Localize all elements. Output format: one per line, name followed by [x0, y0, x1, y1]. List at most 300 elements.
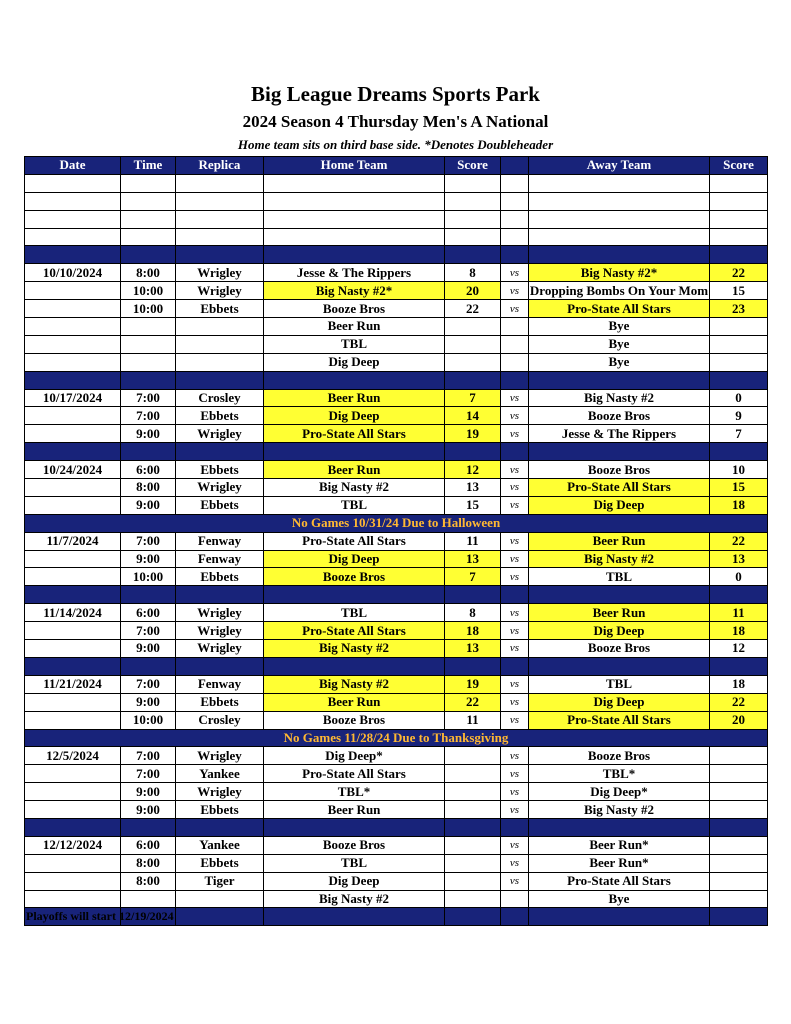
week-separator-row	[25, 657, 768, 675]
home-score-cell	[445, 318, 501, 336]
game-row	[25, 353, 768, 371]
empty-cell	[445, 228, 501, 246]
empty-cell	[529, 228, 710, 246]
home-score-cell: 11	[445, 532, 501, 550]
vs-cell: vs	[501, 693, 529, 711]
away-score-cell: 18	[710, 496, 768, 514]
away-team-cell: Jesse & The Rippers	[529, 425, 710, 443]
empty-cell	[264, 192, 445, 210]
separator-cell	[176, 246, 264, 264]
empty-cell	[176, 192, 264, 210]
home-score-cell	[445, 872, 501, 890]
empty-cell	[121, 210, 176, 228]
away-team-cell: Beer Run	[529, 532, 710, 550]
separator-cell	[445, 246, 501, 264]
home-score-cell: 13	[445, 550, 501, 568]
page-title: Big League Dreams Sports Park	[251, 82, 540, 106]
time-cell: 6:00	[121, 461, 176, 479]
date-cell	[25, 335, 121, 353]
away-team-cell: Dig Deep	[529, 693, 710, 711]
week-separator-row	[25, 371, 768, 389]
separator-cell	[710, 818, 768, 836]
away-team-cell: Booze Bros	[529, 407, 710, 425]
date-cell: 11/14/2024	[25, 604, 121, 622]
date-cell: 12/5/2024	[25, 747, 121, 765]
home-team-cell: Big Nasty #2	[264, 640, 445, 658]
empty-cell	[25, 192, 121, 210]
empty-cell	[529, 174, 710, 192]
home-score-cell: 13	[445, 640, 501, 658]
game-row	[25, 801, 768, 819]
home-score-cell: 13	[445, 479, 501, 497]
away-score-cell	[710, 353, 768, 371]
separator-cell	[176, 818, 264, 836]
home-score-cell	[445, 801, 501, 819]
separator-cell	[710, 246, 768, 264]
game-row	[25, 604, 768, 622]
replica-cell: Ebbets	[176, 461, 264, 479]
empty-cell	[121, 174, 176, 192]
separator-cell	[501, 246, 529, 264]
separator-cell	[710, 443, 768, 461]
home-team-cell: Beer Run	[264, 461, 445, 479]
vs-cell	[501, 318, 529, 336]
schedule-table	[24, 156, 768, 926]
away-score-cell	[710, 335, 768, 353]
separator-cell	[264, 657, 445, 675]
time-cell: 9:00	[121, 550, 176, 568]
vs-cell: vs	[501, 300, 529, 318]
home-score-cell	[445, 765, 501, 783]
vs-cell: vs	[501, 568, 529, 586]
home-team-cell: Beer Run	[264, 389, 445, 407]
separator-cell	[529, 443, 710, 461]
away-team-cell: Pro-State All Stars	[529, 479, 710, 497]
time-cell	[121, 890, 176, 908]
date-cell: 11/7/2024	[25, 532, 121, 550]
home-team-cell: Dig Deep*	[264, 747, 445, 765]
game-row	[25, 622, 768, 640]
replica-cell: Wrigley	[176, 425, 264, 443]
no-games-banner: No Games 11/28/24 Due to Thanksgiving	[25, 729, 768, 747]
replica-cell: Crosley	[176, 711, 264, 729]
date-cell	[25, 890, 121, 908]
separator-cell	[25, 586, 121, 604]
time-cell: 7:00	[121, 747, 176, 765]
col-header-away-score: Score	[710, 157, 768, 175]
away-team-cell: Dropping Bombs On Your Mom	[529, 282, 709, 298]
vs-cell: vs	[501, 783, 529, 801]
home-team-cell: Booze Bros	[264, 568, 445, 586]
game-row	[25, 854, 768, 872]
replica-cell: Wrigley	[176, 604, 264, 622]
home-team-cell: TBL	[264, 496, 445, 514]
empty-cell	[25, 174, 121, 192]
empty-cell	[25, 210, 121, 228]
game-row	[25, 496, 768, 514]
away-score-cell: 15	[710, 479, 768, 497]
date-cell	[25, 765, 121, 783]
time-cell: 7:00	[121, 622, 176, 640]
separator-cell	[501, 443, 529, 461]
vs-cell: vs	[501, 479, 529, 497]
home-team-cell: Beer Run	[264, 693, 445, 711]
home-score-cell	[445, 783, 501, 801]
separator-cell	[445, 657, 501, 675]
replica-cell: Fenway	[176, 550, 264, 568]
date-cell	[25, 318, 121, 336]
home-team-cell: Pro-State All Stars	[264, 532, 445, 550]
date-cell	[25, 872, 121, 890]
away-score-cell: 9	[710, 407, 768, 425]
home-team-cell: TBL	[264, 335, 445, 353]
time-cell: 7:00	[121, 675, 176, 693]
date-cell	[25, 353, 121, 371]
time-cell	[121, 318, 176, 336]
date-cell	[25, 407, 121, 425]
separator-cell	[710, 908, 768, 926]
separator-cell	[25, 657, 121, 675]
home-team-cell: Big Nasty #2*	[264, 282, 445, 300]
away-team-cell: Big Nasty #2	[529, 389, 710, 407]
away-team-cell: Pro-State All Stars	[529, 872, 710, 890]
page-subtitle: 2024 Season 4 Thursday Men's A National	[242, 112, 549, 131]
date-cell	[25, 622, 121, 640]
away-score-cell: 18	[710, 622, 768, 640]
date-cell	[25, 496, 121, 514]
time-cell: 6:00	[121, 836, 176, 854]
time-cell: 8:00	[121, 479, 176, 497]
separator-cell	[529, 371, 710, 389]
time-cell: 10:00	[121, 568, 176, 586]
game-row	[25, 264, 768, 282]
time-cell: 8:00	[121, 854, 176, 872]
empty-cell	[176, 174, 264, 192]
home-team-cell: Beer Run	[264, 318, 445, 336]
playoffs-note: Playoffs will start 12/19/2024	[26, 909, 174, 923]
empty-cell	[710, 228, 768, 246]
time-cell: 7:00	[121, 407, 176, 425]
separator-cell	[529, 246, 710, 264]
away-score-cell	[710, 801, 768, 819]
separator-cell	[264, 586, 445, 604]
vs-cell: vs	[501, 872, 529, 890]
game-row	[25, 711, 768, 729]
game-row	[25, 640, 768, 658]
no-games-banner-row	[25, 729, 768, 747]
away-team-cell: TBL	[529, 675, 710, 693]
replica-cell: Ebbets	[176, 854, 264, 872]
game-row	[25, 300, 768, 318]
separator-cell	[25, 443, 121, 461]
date-cell	[25, 693, 121, 711]
away-score-cell	[710, 872, 768, 890]
vs-cell: vs	[501, 711, 529, 729]
game-row	[25, 282, 768, 300]
replica-cell: Fenway	[176, 675, 264, 693]
away-score-cell	[710, 783, 768, 801]
time-cell: 10:00	[121, 282, 176, 300]
away-score-cell: 23	[710, 300, 768, 318]
separator-cell	[121, 657, 176, 675]
time-cell: 9:00	[121, 801, 176, 819]
date-cell: 10/17/2024	[25, 389, 121, 407]
separator-cell	[121, 371, 176, 389]
away-team-cell: Big Nasty #2*	[529, 264, 710, 282]
vs-cell: vs	[501, 389, 529, 407]
game-row	[25, 532, 768, 550]
home-score-cell	[445, 353, 501, 371]
away-team-cell: TBL	[529, 568, 710, 586]
vs-cell: vs	[501, 496, 529, 514]
vs-cell: vs	[501, 461, 529, 479]
empty-cell	[121, 228, 176, 246]
away-team-cell: Booze Bros	[529, 461, 710, 479]
away-score-cell: 22	[710, 693, 768, 711]
home-score-cell	[445, 747, 501, 765]
home-score-cell	[445, 890, 501, 908]
game-row	[25, 783, 768, 801]
empty-row	[25, 192, 768, 210]
replica-cell: Wrigley	[176, 264, 264, 282]
time-cell: 9:00	[121, 425, 176, 443]
game-row	[25, 747, 768, 765]
separator-cell	[264, 908, 445, 926]
away-score-cell: 0	[710, 389, 768, 407]
replica-cell: Ebbets	[176, 801, 264, 819]
empty-cell	[710, 192, 768, 210]
col-header-home-score: Score	[445, 157, 501, 175]
home-team-cell: Booze Bros	[264, 711, 445, 729]
replica-cell: Wrigley	[176, 783, 264, 801]
empty-cell	[445, 192, 501, 210]
time-cell	[121, 353, 176, 371]
empty-cell	[501, 228, 529, 246]
replica-cell	[176, 335, 264, 353]
away-score-cell: 0	[710, 568, 768, 586]
home-team-cell: TBL	[264, 604, 445, 622]
game-row	[25, 550, 768, 568]
separator-cell	[501, 818, 529, 836]
away-team-cell: TBL*	[529, 765, 710, 783]
replica-cell	[176, 890, 264, 908]
home-score-cell: 11	[445, 711, 501, 729]
date-cell	[25, 282, 121, 300]
away-score-cell: 12	[710, 640, 768, 658]
replica-cell: Ebbets	[176, 693, 264, 711]
vs-cell: vs	[501, 765, 529, 783]
time-cell: 10:00	[121, 711, 176, 729]
time-cell: 7:00	[121, 765, 176, 783]
home-team-cell: Beer Run	[264, 801, 445, 819]
game-row	[25, 890, 768, 908]
separator-cell	[121, 246, 176, 264]
home-score-cell: 22	[445, 300, 501, 318]
home-team-cell: Dig Deep	[264, 353, 445, 371]
vs-cell: vs	[501, 640, 529, 658]
game-row	[25, 335, 768, 353]
away-team-cell: Big Nasty #2	[529, 550, 710, 568]
separator-cell	[176, 443, 264, 461]
date-cell	[25, 783, 121, 801]
away-team-cell: Dig Deep	[529, 496, 710, 514]
week-separator-row	[25, 443, 768, 461]
away-score-cell	[710, 318, 768, 336]
replica-cell: Tiger	[176, 872, 264, 890]
away-score-cell: 20	[710, 711, 768, 729]
separator-cell	[529, 586, 710, 604]
empty-cell	[529, 210, 710, 228]
vs-cell	[501, 890, 529, 908]
away-score-cell: 7	[710, 425, 768, 443]
separator-cell	[710, 586, 768, 604]
away-score-cell	[710, 747, 768, 765]
home-score-cell: 8	[445, 604, 501, 622]
empty-cell	[445, 210, 501, 228]
empty-cell	[25, 228, 121, 246]
date-cell	[25, 425, 121, 443]
replica-cell: Wrigley	[176, 640, 264, 658]
time-cell	[121, 335, 176, 353]
time-cell: 9:00	[121, 693, 176, 711]
game-row	[25, 318, 768, 336]
date-cell	[25, 711, 121, 729]
replica-cell: Wrigley	[176, 747, 264, 765]
away-score-cell: 22	[710, 264, 768, 282]
vs-cell: vs	[501, 747, 529, 765]
home-score-cell: 8	[445, 264, 501, 282]
home-score-cell: 18	[445, 622, 501, 640]
col-header-away-team: Away Team	[529, 157, 710, 175]
replica-cell: Fenway	[176, 532, 264, 550]
away-team-cell: Booze Bros	[529, 640, 710, 658]
game-row	[25, 836, 768, 854]
time-cell: 8:00	[121, 264, 176, 282]
vs-cell: vs	[501, 425, 529, 443]
home-team-cell: Big Nasty #2	[264, 890, 445, 908]
time-cell: 9:00	[121, 640, 176, 658]
empty-cell	[529, 192, 710, 210]
empty-cell	[264, 174, 445, 192]
separator-cell	[445, 443, 501, 461]
empty-cell	[445, 174, 501, 192]
empty-cell	[501, 174, 529, 192]
separator-cell	[445, 818, 501, 836]
empty-cell	[710, 210, 768, 228]
home-score-cell: 19	[445, 675, 501, 693]
separator-cell	[501, 908, 529, 926]
game-row	[25, 872, 768, 890]
home-team-cell: Jesse & The Rippers	[264, 264, 445, 282]
date-cell	[25, 300, 121, 318]
home-team-cell: Dig Deep	[264, 407, 445, 425]
col-header-replica: Replica	[176, 157, 264, 175]
game-row	[25, 765, 768, 783]
home-score-cell: 22	[445, 693, 501, 711]
time-cell: 9:00	[121, 496, 176, 514]
vs-cell: vs	[501, 854, 529, 872]
no-games-banner: No Games 10/31/24 Due to Halloween	[25, 514, 768, 532]
empty-cell	[501, 192, 529, 210]
replica-cell: Wrigley	[176, 622, 264, 640]
no-games-banner-row	[25, 514, 768, 532]
away-score-cell: 10	[710, 461, 768, 479]
separator-cell	[264, 246, 445, 264]
time-cell: 8:00	[121, 872, 176, 890]
replica-cell: Ebbets	[176, 568, 264, 586]
empty-cell	[176, 210, 264, 228]
game-row	[25, 389, 768, 407]
replica-cell: Yankee	[176, 836, 264, 854]
replica-cell: Crosley	[176, 389, 264, 407]
time-cell: 9:00	[121, 783, 176, 801]
header-row	[25, 157, 768, 175]
date-cell	[25, 479, 121, 497]
empty-cell	[501, 210, 529, 228]
home-score-cell	[445, 836, 501, 854]
home-score-cell: 12	[445, 461, 501, 479]
home-score-cell: 7	[445, 568, 501, 586]
replica-cell	[176, 353, 264, 371]
away-team-cell: Beer Run	[529, 604, 710, 622]
away-score-cell: 18	[710, 675, 768, 693]
time-cell: 10:00	[121, 300, 176, 318]
separator-cell	[445, 371, 501, 389]
vs-cell	[501, 353, 529, 371]
time-cell: 7:00	[121, 389, 176, 407]
date-cell	[25, 854, 121, 872]
date-cell	[25, 801, 121, 819]
away-score-cell	[710, 854, 768, 872]
empty-cell	[121, 192, 176, 210]
game-row	[25, 693, 768, 711]
date-cell: 10/10/2024	[25, 264, 121, 282]
separator-cell	[121, 818, 176, 836]
home-score-cell	[445, 854, 501, 872]
empty-row	[25, 174, 768, 192]
away-score-cell	[710, 890, 768, 908]
vs-cell	[501, 335, 529, 353]
away-team-cell: Bye	[529, 890, 710, 908]
separator-cell	[710, 371, 768, 389]
game-row	[25, 568, 768, 586]
vs-cell: vs	[501, 836, 529, 854]
separator-cell	[121, 443, 176, 461]
empty-cell	[264, 228, 445, 246]
away-score-cell: 11	[710, 604, 768, 622]
home-score-cell	[445, 335, 501, 353]
separator-cell	[501, 586, 529, 604]
away-team-cell: Bye	[529, 318, 710, 336]
home-team-cell: Booze Bros	[264, 300, 445, 318]
away-score-cell	[710, 836, 768, 854]
separator-cell	[501, 371, 529, 389]
away-team-cell: Dig Deep*	[529, 783, 710, 801]
time-cell: 6:00	[121, 604, 176, 622]
separator-cell	[529, 818, 710, 836]
separator-cell	[529, 908, 710, 926]
replica-cell: Ebbets	[176, 300, 264, 318]
away-team-cell: Big Nasty #2	[529, 801, 710, 819]
week-separator-row	[25, 246, 768, 264]
vs-cell: vs	[501, 264, 529, 282]
date-cell: 11/21/2024	[25, 675, 121, 693]
separator-cell	[710, 657, 768, 675]
empty-row	[25, 210, 768, 228]
col-header-vs	[501, 157, 529, 175]
date-cell: 10/24/2024	[25, 461, 121, 479]
separator-cell	[176, 371, 264, 389]
